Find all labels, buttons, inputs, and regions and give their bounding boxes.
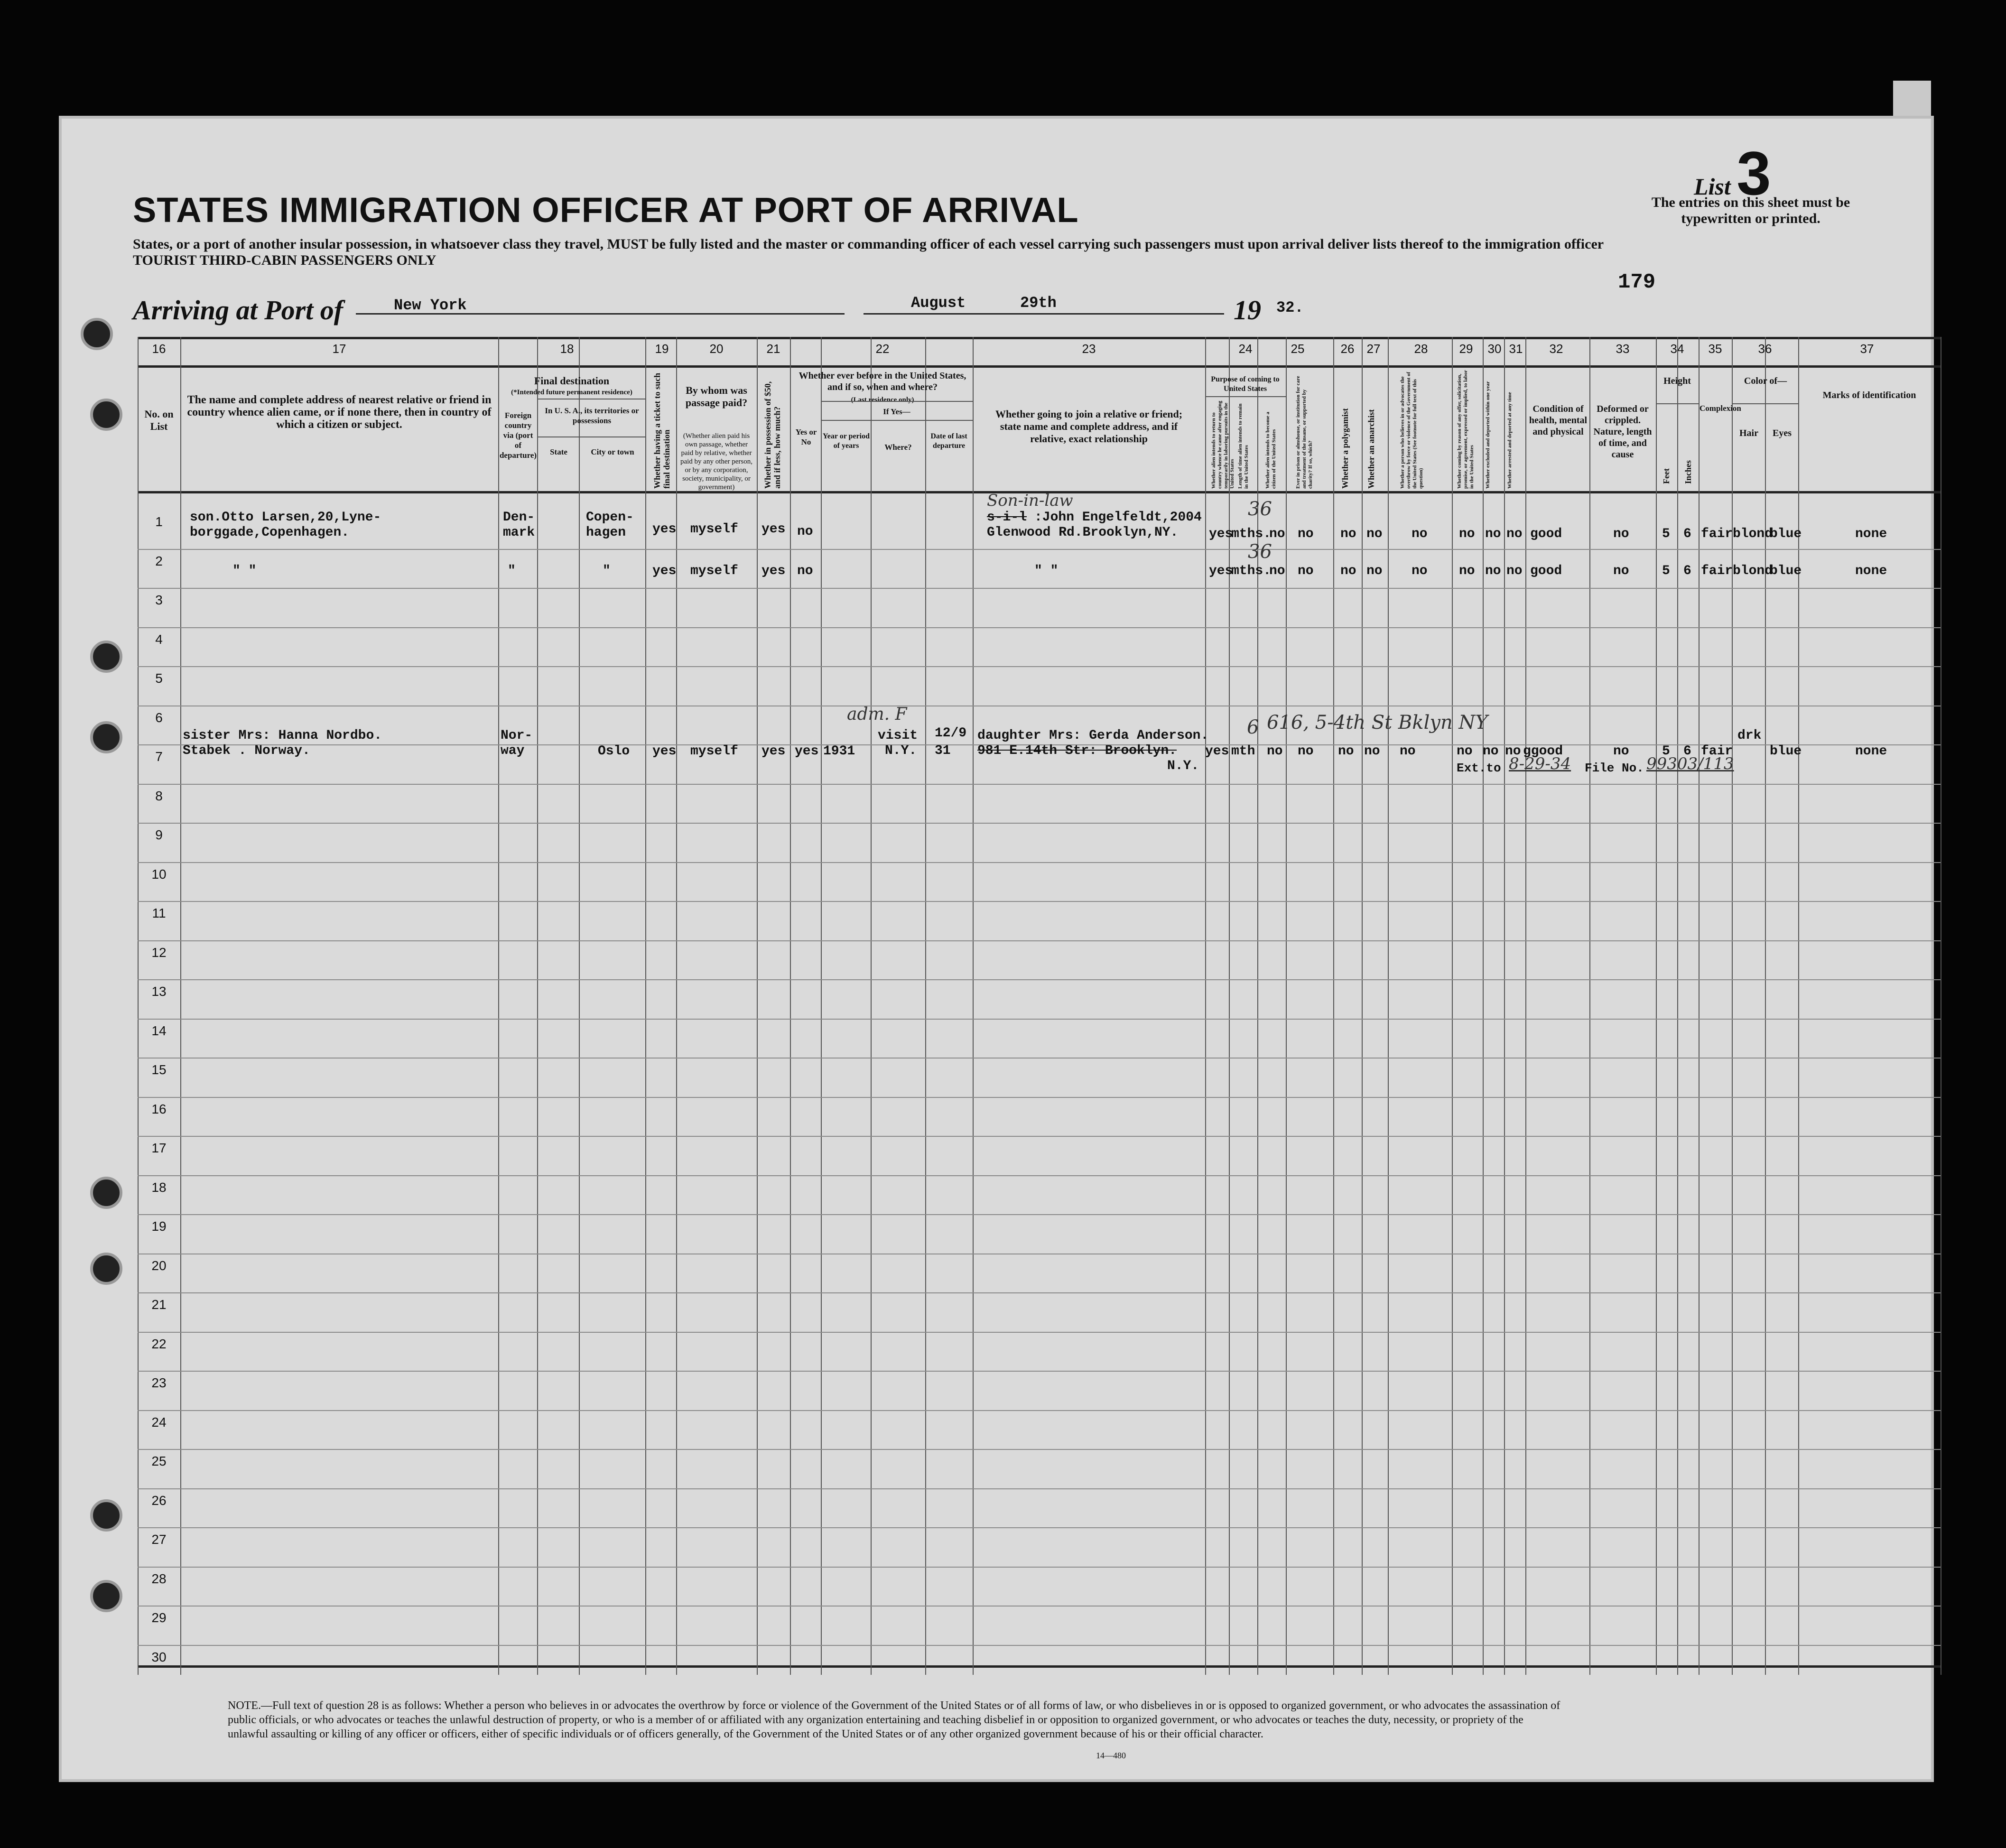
row7-eyes: blue — [1770, 744, 1802, 759]
year-suffix: 32. — [1276, 299, 1304, 316]
colnum-30: 30 — [1487, 342, 1502, 356]
row2-col31: no — [1506, 564, 1523, 578]
vline — [1388, 337, 1389, 1675]
row-rule — [138, 588, 1941, 589]
vline — [498, 337, 499, 1675]
vline — [1333, 337, 1334, 1675]
row1-complexion: fair — [1701, 527, 1733, 541]
table-bottom-rule — [138, 1665, 1941, 1668]
header-excluded: Whether excluded and deported within one year — [1485, 381, 1491, 489]
subheader-rule — [537, 436, 645, 437]
colnum-36: 36 — [1758, 342, 1772, 356]
header-final-destination: Final destination — [534, 375, 610, 387]
row1-ever-before: no — [797, 524, 813, 539]
row-number: 1 — [155, 514, 163, 529]
vline — [138, 337, 139, 1675]
colnum-29: 29 — [1459, 342, 1473, 356]
row1-feet: 5 — [1662, 527, 1670, 541]
row2-col28: no — [1412, 564, 1428, 578]
header-city-or-town: City or town — [591, 447, 634, 456]
row1-purpose-b: mths. — [1231, 527, 1272, 541]
row-rule — [138, 1410, 1941, 1411]
row-rule — [138, 1567, 1941, 1568]
colnum-37: 37 — [1860, 342, 1874, 356]
header-possession-50: Whether in possession of $50, and if less, how much? — [763, 381, 782, 489]
row-rule — [138, 1058, 1941, 1059]
row7-marks: none — [1855, 744, 1887, 759]
header-date-last-departure: Date of last departure — [930, 432, 967, 450]
header-eyes: Eyes — [1773, 428, 1792, 438]
row-rule — [138, 862, 1941, 863]
vline — [925, 337, 926, 1675]
row7-complexion: fair — [1701, 744, 1733, 759]
header-if-yes: If Yes— — [883, 407, 910, 416]
vline — [757, 337, 758, 1675]
vline — [1677, 337, 1678, 1675]
colnum-27: 27 — [1366, 342, 1381, 356]
row2-foreign-1: " — [508, 564, 516, 578]
row-number: 13 — [151, 984, 167, 999]
vline — [1483, 337, 1484, 1675]
header-by-whom: By whom was passage paid? — [685, 384, 748, 409]
colnum-18: 18 — [560, 342, 574, 356]
header-prison: Ever in prison or almshouse, or institution for care and treatment of the insane, or supported by charity? If so, which? — [1295, 376, 1313, 489]
row-number: 15 — [151, 1062, 167, 1077]
colnum-24: 24 — [1238, 342, 1253, 356]
row-number: 9 — [155, 827, 163, 843]
row7-relative-2: Stabek . Norway. — [183, 743, 310, 758]
punch-hole — [90, 1177, 122, 1209]
header-ticket: Whether having a ticket to such final destination — [652, 372, 671, 489]
vline — [790, 337, 791, 1675]
row-rule — [138, 1606, 1941, 1607]
row1-purpose-a: yes — [1209, 527, 1233, 541]
class-line: TOURIST THIRD-CABIN PASSENGERS ONLY — [133, 252, 436, 268]
row2-city-1: " — [603, 564, 611, 578]
row7-file-label: File No. — [1585, 761, 1644, 775]
row-rule — [138, 1214, 1941, 1215]
row7-col28: no — [1400, 744, 1416, 759]
row7-passage: myself — [690, 744, 738, 759]
row7-join-annotation: 616, 5-4th St Bklyn NY — [1267, 712, 1488, 734]
vline — [1699, 337, 1700, 1675]
header-no-on-list: No. on List — [144, 408, 174, 432]
row7-col31: no — [1505, 744, 1521, 759]
colnum-25: 25 — [1291, 342, 1305, 356]
row-number: 7 — [155, 749, 163, 764]
header-year-or-period: Year or period of years — [823, 432, 870, 450]
row-number: 18 — [151, 1179, 167, 1195]
row-number: 17 — [151, 1141, 167, 1156]
row-rule — [138, 1488, 1941, 1489]
row7-file-value: 99303/113 — [1646, 754, 1734, 773]
header-labor-offer: Whether coming by reason of any offer, solicitation, promise, or agreement, expressed or implied, to labor in the United States — [1457, 370, 1475, 489]
header-anarchist: Whether an anarchist — [1366, 409, 1376, 489]
header-by-whom-note: (Whether alien paid his own passage, whether paid by relative, whether paid by any other person, or by any corporation, society, municipality, or government) — [680, 432, 753, 491]
row-rule — [138, 549, 1941, 550]
row-number: 5 — [155, 671, 163, 686]
row2-possession: yes — [762, 564, 786, 578]
row7-possession: yes — [762, 744, 786, 759]
header-join-relative: Whether going to join a relative or friend; state name and complete address, and if relative, exact relationship — [995, 408, 1183, 445]
header-condition: Condition of health, mental and physical — [1529, 404, 1588, 437]
row7-col27: no — [1364, 744, 1380, 759]
colnum-rule — [138, 365, 1941, 368]
vline — [579, 337, 580, 1675]
row-rule — [138, 940, 1941, 941]
row7-deformed: no — [1613, 744, 1629, 759]
row7-where-annotation: adm. F — [847, 705, 907, 724]
row-rule — [138, 1371, 1941, 1372]
colnum-17: 17 — [332, 342, 346, 356]
vline — [1656, 337, 1657, 1675]
header-purpose-length: Length of time alien intends to remain in the United States — [1237, 403, 1249, 489]
row2-ticket: yes — [652, 564, 677, 578]
row7-where-2: N.Y. — [885, 743, 917, 758]
row1-inches: 6 — [1683, 527, 1691, 541]
colnum-33: 33 — [1616, 342, 1630, 356]
colnum-19: 19 — [655, 342, 669, 356]
header-arrested: Whether arrested and deported at any time — [1507, 392, 1513, 489]
row-number: 29 — [151, 1610, 167, 1625]
vline — [1286, 337, 1287, 1675]
row-rule — [138, 823, 1941, 824]
row1-passage: myself — [690, 522, 738, 537]
header-final-destination-note: (*Intended future permanent residence) — [511, 389, 632, 396]
row-number: 19 — [151, 1219, 167, 1234]
row7-purpose-b: mth — [1231, 744, 1255, 759]
vline — [537, 337, 538, 1675]
punch-hole — [90, 1580, 122, 1612]
colnum-35: 35 — [1708, 342, 1722, 356]
row2-col25: no — [1298, 564, 1314, 578]
header-inches: Inches — [1683, 460, 1693, 484]
list-label: List — [1694, 173, 1731, 200]
row2-relative-1: " " — [232, 564, 257, 578]
header-complexion: Complexion — [1700, 404, 1741, 413]
vline — [1362, 337, 1363, 1675]
row2-col24c: no — [1269, 564, 1285, 578]
instructions — [133, 236, 1651, 269]
row-number: 8 — [155, 788, 163, 803]
row-number: 12 — [151, 945, 167, 960]
row-rule — [138, 1097, 1941, 1098]
row-rule — [138, 1136, 1941, 1137]
row2-complexion: fair — [1701, 564, 1733, 578]
row1-join-1: :John Engelfeldt,2004 — [1034, 510, 1202, 525]
row7-join-3: N.Y. — [1167, 759, 1199, 773]
row1-join-prefix: s-i-l — [987, 510, 1027, 525]
row7-year: 1931 — [823, 744, 855, 759]
row7-hair: drk — [1737, 728, 1762, 743]
list-note: The entries on this sheet must be typewritten or printed. — [1651, 195, 1850, 226]
colnum-32: 32 — [1549, 342, 1563, 356]
instructions-text: States, or a port of another insular possession, in whatsoever class they travel, MUST be fully listed and the master or commanding officer of each vessel carrying such passengers must upon arrival deliver lists thereof to the immigration officer — [133, 236, 1604, 252]
row-number: 14 — [151, 1023, 167, 1038]
colnum-16: 16 — [152, 342, 166, 356]
colnum-22: 22 — [875, 342, 890, 356]
row7-col24c: no — [1267, 744, 1283, 759]
header-state: State — [550, 447, 567, 456]
header-height: Height — [1663, 376, 1691, 386]
row2-condition: good — [1530, 564, 1562, 578]
row-number: 21 — [151, 1297, 167, 1312]
row7-foreign-2: way — [501, 743, 525, 758]
year-prefix: 19 — [1234, 295, 1261, 325]
header-ever-before: Whether ever before in the United States, and if so, when and where? — [799, 371, 966, 392]
header-purpose-return: Whether alien intends to return to country whence he came after engaging temporarily in laboring pursuits in the United States — [1211, 400, 1235, 489]
row-number: 28 — [151, 1571, 167, 1586]
subheader-rule — [821, 420, 973, 421]
vline — [973, 337, 974, 1675]
row-rule — [138, 1019, 1941, 1020]
header-feet: Feet — [1662, 468, 1671, 484]
row-rule — [138, 627, 1941, 628]
row2-deformed: no — [1613, 564, 1629, 578]
punch-hole — [90, 1253, 122, 1285]
punch-hole — [90, 399, 122, 431]
row-number: 24 — [151, 1414, 167, 1430]
row1-col28: no — [1412, 527, 1428, 541]
row-rule — [138, 901, 1941, 902]
vline — [645, 337, 646, 1675]
row1-col27: no — [1366, 527, 1383, 541]
footnote: NOTE.—Full text of question 28 is as follows: Whether a person who believes in or advocates the overthrow by force or violence of the Government of the United States or of all forms of law, or who disbelieves in or is opposed to organized government, or who advocates the assassination of public officials, or who advocates or teaches the unlawful destruction of property, or who is a member of or affiliated with any organization entertaining and teaching disbelief in or opposition to organized government, or who advocates or teaches the duty, necessity, or propriety of the unlawful assaulting or killing of any officer or officers, either of specific individuals or of officers generally, of the Government of the United States or of any other organized government because of his or their official character. — [228, 1699, 1560, 1740]
punch-hole — [90, 1499, 122, 1532]
row1-col29: no — [1459, 527, 1475, 541]
row1-col25: no — [1298, 527, 1314, 541]
header-hair: Hair — [1739, 428, 1758, 438]
row7-purpose-b-hand: 6 — [1247, 716, 1259, 738]
row1-foreign-2: mark — [503, 525, 535, 540]
row2-purpose-b-hand: 36 — [1248, 541, 1272, 563]
row1-ticket: yes — [652, 522, 677, 537]
row-rule — [138, 1332, 1941, 1333]
header-last-residence: (Last residence only) — [851, 396, 914, 404]
row1-condition: good — [1530, 527, 1562, 541]
row7-city-1: Oslo — [598, 744, 630, 759]
row7-feet: 5 — [1662, 744, 1670, 759]
subheader-rule — [821, 401, 973, 402]
row7-ticket: yes — [652, 744, 677, 759]
row1-relative-1: son.Otto Larsen,20,Lyne- — [190, 510, 381, 525]
row1-city-1: Copen- — [586, 510, 634, 525]
header-purpose-citizen: Whether alien intends to become a citizen of the United States — [1265, 411, 1277, 489]
row-number: 30 — [151, 1649, 167, 1664]
punch-hole — [90, 641, 122, 673]
row7-purpose-a: yes — [1205, 744, 1229, 759]
row-rule — [138, 1645, 1941, 1646]
colnum-21: 21 — [766, 342, 780, 356]
row-rule — [138, 1449, 1941, 1450]
subheader-rule — [1205, 396, 1286, 397]
day-value: 29th — [1020, 294, 1057, 312]
arriving-label: Arriving at Port of — [133, 295, 344, 325]
row-number: 3 — [155, 593, 163, 608]
vline — [1589, 337, 1590, 1675]
row2-col26: no — [1340, 564, 1356, 578]
row-number: 22 — [151, 1336, 167, 1351]
row7-where-1: visit — [878, 728, 918, 743]
row1-marks: none — [1855, 527, 1887, 541]
table-top-rule — [138, 337, 1941, 339]
row-number: 10 — [151, 866, 167, 882]
port-value: New York — [394, 297, 467, 314]
row-number: 20 — [151, 1258, 167, 1273]
vline — [1205, 337, 1206, 1675]
row7-departure-1: 12/9 — [935, 726, 967, 741]
header-marks: Marks of identification — [1822, 390, 1916, 400]
punch-hole — [90, 721, 122, 753]
row2-purpose-b: mths. — [1231, 564, 1272, 578]
punch-hole — [81, 318, 113, 350]
header-yes-or-no: Yes or No — [795, 427, 817, 446]
sheet-number: 179 — [1618, 270, 1656, 294]
row1-col26: no — [1340, 527, 1356, 541]
vline — [871, 337, 872, 1675]
row7-join-1: daughter Mrs: Gerda Anderson. — [977, 728, 1209, 743]
row2-hair: blond — [1733, 564, 1773, 578]
row1-col31: no — [1506, 527, 1523, 541]
subheader-rule — [1656, 403, 1699, 404]
header-in-usa: In U. S. A., its territories or possessions — [545, 406, 639, 425]
row1-hair: blond — [1733, 527, 1773, 541]
row2-col27: no — [1366, 564, 1383, 578]
row7-foreign-1: Nor- — [501, 728, 533, 743]
row-number: 6 — [155, 710, 163, 725]
page-title: STATES IMMIGRATION OFFICER AT PORT OF ARRIVAL — [133, 190, 1079, 230]
row7-relative-1: sister Mrs: Hanna Nordbo. — [183, 728, 382, 743]
vline — [821, 337, 822, 1675]
row-rule — [138, 979, 1941, 980]
row2-eyes: blue — [1770, 564, 1802, 578]
row-number: 26 — [151, 1493, 167, 1508]
row-number: 16 — [151, 1101, 167, 1116]
manifest-sheet — [62, 119, 1931, 1779]
subheader-rule — [1732, 403, 1798, 404]
colnum-28: 28 — [1414, 342, 1428, 356]
row2-col30: no — [1485, 564, 1501, 578]
footnote-code: 14—480 — [1096, 1751, 1126, 1760]
row-rule — [138, 1527, 1941, 1528]
row7-condition: ggood — [1523, 744, 1563, 759]
vline — [1452, 337, 1453, 1675]
row1-eyes: blue — [1770, 527, 1802, 541]
row-number: 25 — [151, 1454, 167, 1469]
manifest-table — [138, 337, 1941, 1675]
row7-ever-before: yes — [795, 744, 819, 759]
row7-col29: no — [1457, 744, 1473, 759]
list-number-value: 3 — [1737, 139, 1771, 208]
colnum-20: 20 — [709, 342, 724, 356]
row2-col29: no — [1459, 564, 1475, 578]
row1-deformed: no — [1613, 527, 1629, 541]
header-overthrow: Whether a person who believes in or advocates the overthrow by force or violence of the Government of the United States (See footnote for full text of this question) — [1400, 371, 1424, 489]
row1-relative-2: borggade,Copenhagen. — [190, 525, 350, 540]
row1-possession: yes — [762, 522, 786, 537]
vline — [676, 337, 677, 1675]
row7-departure-2: 31 — [935, 743, 951, 758]
date-line — [864, 313, 1224, 315]
row7-col26: no — [1338, 744, 1354, 759]
row7-col30: no — [1483, 744, 1499, 759]
row-rule — [138, 784, 1941, 785]
row-number: 27 — [151, 1532, 167, 1547]
row2-feet: 5 — [1662, 564, 1670, 578]
row2-ever-before: no — [797, 564, 813, 578]
row7-col25: no — [1298, 744, 1314, 759]
header-where: Where? — [884, 443, 912, 452]
vline — [1525, 337, 1526, 1675]
row-rule — [138, 666, 1941, 667]
colnum-34: 34 — [1670, 342, 1684, 356]
row2-marks: none — [1855, 564, 1887, 578]
row-number: 23 — [151, 1375, 167, 1391]
colnum-31: 31 — [1509, 342, 1523, 356]
row2-inches: 6 — [1683, 564, 1691, 578]
colnum-23: 23 — [1082, 342, 1096, 356]
row2-join-1: " " — [1034, 564, 1059, 578]
row1-col30: no — [1485, 527, 1501, 541]
row7-inches: 6 — [1683, 744, 1691, 759]
row1-purpose-b-hand: 36 — [1248, 498, 1272, 520]
header-deformed: Deformed or crippled. Nature, length of time, and cause — [1593, 404, 1652, 460]
row-number: 11 — [152, 906, 166, 921]
row7-join-2: 981 E.14th Str: Brooklyn. — [977, 743, 1177, 758]
vline — [180, 337, 181, 1675]
row2-purpose-a: yes — [1209, 564, 1233, 578]
row1-foreign-1: Den- — [503, 510, 535, 525]
header-foreign-country: Foreign country via (port of departure) — [499, 411, 537, 460]
row-rule — [138, 1292, 1941, 1293]
colnum-26: 26 — [1340, 342, 1355, 356]
header-color-of: Color of— — [1744, 376, 1787, 386]
row1-join-annotation: Son-in-law — [987, 491, 1073, 510]
vline — [1504, 337, 1505, 1675]
month-value: August — [911, 294, 966, 312]
row-number: 2 — [155, 553, 163, 568]
header-nearest-relative: The name and complete address of nearest relative or friend in country whence alien came, or if none there, then in country of which a citizen or subject. — [187, 394, 492, 431]
row1-join-2: Glenwood Rd.Brooklyn,NY. — [987, 525, 1179, 540]
header-polygamist: Whether a polygamist — [1340, 408, 1350, 489]
row1-city-2: hagen — [586, 525, 626, 540]
row7-ext-label: Ext.to — [1457, 761, 1501, 775]
row1-col24c: no — [1269, 527, 1285, 541]
row-rule — [138, 1175, 1941, 1176]
row-number: 4 — [155, 631, 163, 647]
row2-passage: myself — [690, 564, 738, 578]
header-purpose: Purpose of coming to United States — [1211, 375, 1280, 393]
row7-ext-value: 8-29-34 — [1509, 754, 1571, 773]
